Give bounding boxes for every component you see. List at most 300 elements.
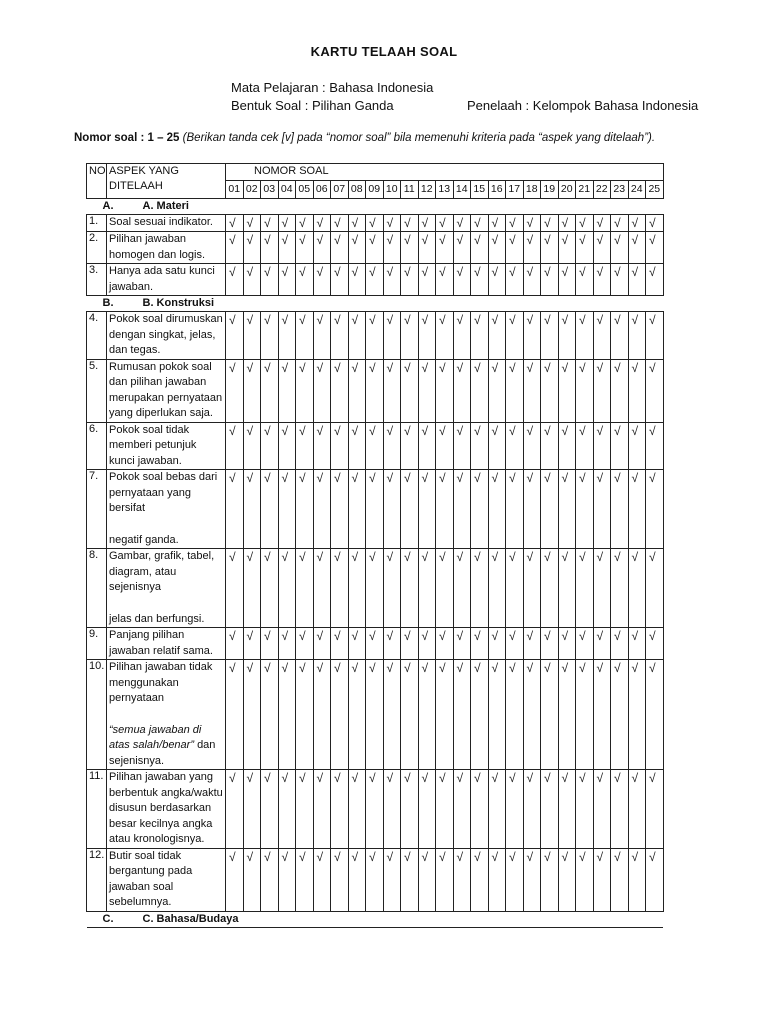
check-cell[interactable]: √ <box>576 215 594 232</box>
check-cell[interactable]: √ <box>418 359 436 422</box>
check-cell[interactable]: √ <box>471 215 489 232</box>
check-cell[interactable]: √ <box>471 422 489 470</box>
check-cell[interactable]: √ <box>628 264 646 296</box>
check-cell[interactable]: √ <box>471 848 489 911</box>
check-cell[interactable]: √ <box>401 770 419 849</box>
check-cell[interactable]: √ <box>541 215 559 232</box>
check-cell[interactable]: √ <box>471 359 489 422</box>
check-cell[interactable]: √ <box>576 628 594 660</box>
check-cell[interactable]: √ <box>366 312 384 360</box>
check-cell[interactable]: √ <box>523 628 541 660</box>
check-cell[interactable]: √ <box>436 232 454 264</box>
check-cell[interactable]: √ <box>296 470 314 549</box>
check-cell[interactable]: √ <box>628 215 646 232</box>
check-cell[interactable]: √ <box>261 470 279 549</box>
check-cell[interactable]: √ <box>296 770 314 849</box>
check-cell[interactable]: √ <box>383 628 401 660</box>
check-cell[interactable]: √ <box>261 770 279 849</box>
check-cell[interactable]: √ <box>558 770 576 849</box>
check-cell[interactable]: √ <box>331 232 349 264</box>
check-cell[interactable]: √ <box>541 359 559 422</box>
check-cell[interactable]: √ <box>278 628 296 660</box>
check-cell[interactable]: √ <box>436 215 454 232</box>
check-cell[interactable]: √ <box>296 549 314 628</box>
check-cell[interactable]: √ <box>401 312 419 360</box>
check-cell[interactable]: √ <box>331 770 349 849</box>
check-cell[interactable]: √ <box>611 215 629 232</box>
check-cell[interactable]: √ <box>366 848 384 911</box>
check-cell[interactable]: √ <box>278 215 296 232</box>
check-cell[interactable]: √ <box>348 312 366 360</box>
check-cell[interactable]: √ <box>541 770 559 849</box>
check-cell[interactable]: √ <box>331 848 349 911</box>
check-cell[interactable]: √ <box>506 312 524 360</box>
check-cell[interactable]: √ <box>226 549 244 628</box>
check-cell[interactable]: √ <box>488 770 506 849</box>
check-cell[interactable]: √ <box>523 312 541 360</box>
check-cell[interactable]: √ <box>401 264 419 296</box>
check-cell[interactable]: √ <box>401 628 419 660</box>
check-cell[interactable]: √ <box>331 422 349 470</box>
check-cell[interactable]: √ <box>506 264 524 296</box>
check-cell[interactable]: √ <box>523 848 541 911</box>
check-cell[interactable]: √ <box>418 628 436 660</box>
check-cell[interactable]: √ <box>243 215 261 232</box>
check-cell[interactable]: √ <box>558 312 576 360</box>
check-cell[interactable]: √ <box>226 264 244 296</box>
check-cell[interactable]: √ <box>593 770 611 849</box>
check-cell[interactable]: √ <box>383 422 401 470</box>
check-cell[interactable]: √ <box>506 359 524 422</box>
check-cell[interactable]: √ <box>296 232 314 264</box>
check-cell[interactable]: √ <box>611 660 629 770</box>
check-cell[interactable]: √ <box>366 422 384 470</box>
check-cell[interactable]: √ <box>646 264 664 296</box>
check-cell[interactable]: √ <box>453 770 471 849</box>
check-cell[interactable]: √ <box>261 215 279 232</box>
check-cell[interactable]: √ <box>366 470 384 549</box>
check-cell[interactable]: √ <box>453 232 471 264</box>
check-cell[interactable]: √ <box>576 264 594 296</box>
check-cell[interactable]: √ <box>576 232 594 264</box>
check-cell[interactable]: √ <box>226 770 244 849</box>
check-cell[interactable]: √ <box>506 770 524 849</box>
check-cell[interactable]: √ <box>418 232 436 264</box>
check-cell[interactable]: √ <box>348 660 366 770</box>
check-cell[interactable]: √ <box>628 628 646 660</box>
check-cell[interactable]: √ <box>366 549 384 628</box>
check-cell[interactable]: √ <box>611 628 629 660</box>
check-cell[interactable]: √ <box>243 232 261 264</box>
check-cell[interactable]: √ <box>453 660 471 770</box>
check-cell[interactable]: √ <box>488 359 506 422</box>
check-cell[interactable]: √ <box>226 848 244 911</box>
check-cell[interactable]: √ <box>226 628 244 660</box>
check-cell[interactable]: √ <box>628 359 646 422</box>
check-cell[interactable]: √ <box>243 660 261 770</box>
check-cell[interactable]: √ <box>226 422 244 470</box>
check-cell[interactable]: √ <box>471 770 489 849</box>
check-cell[interactable]: √ <box>313 359 331 422</box>
check-cell[interactable]: √ <box>313 660 331 770</box>
check-cell[interactable]: √ <box>558 359 576 422</box>
check-cell[interactable]: √ <box>611 549 629 628</box>
check-cell[interactable]: √ <box>278 470 296 549</box>
check-cell[interactable]: √ <box>628 549 646 628</box>
check-cell[interactable]: √ <box>348 422 366 470</box>
check-cell[interactable]: √ <box>541 660 559 770</box>
check-cell[interactable]: √ <box>628 422 646 470</box>
check-cell[interactable]: √ <box>261 422 279 470</box>
check-cell[interactable]: √ <box>523 359 541 422</box>
check-cell[interactable]: √ <box>453 312 471 360</box>
check-cell[interactable]: √ <box>488 628 506 660</box>
check-cell[interactable]: √ <box>331 549 349 628</box>
check-cell[interactable]: √ <box>628 470 646 549</box>
check-cell[interactable]: √ <box>418 770 436 849</box>
check-cell[interactable]: √ <box>646 470 664 549</box>
check-cell[interactable]: √ <box>436 660 454 770</box>
check-cell[interactable]: √ <box>453 359 471 422</box>
check-cell[interactable]: √ <box>576 660 594 770</box>
check-cell[interactable]: √ <box>331 359 349 422</box>
check-cell[interactable]: √ <box>628 848 646 911</box>
check-cell[interactable]: √ <box>436 549 454 628</box>
check-cell[interactable]: √ <box>331 660 349 770</box>
check-cell[interactable]: √ <box>471 312 489 360</box>
check-cell[interactable]: √ <box>313 549 331 628</box>
check-cell[interactable]: √ <box>506 848 524 911</box>
check-cell[interactable]: √ <box>471 628 489 660</box>
check-cell[interactable]: √ <box>576 422 594 470</box>
check-cell[interactable]: √ <box>243 312 261 360</box>
check-cell[interactable]: √ <box>611 470 629 549</box>
check-cell[interactable]: √ <box>558 215 576 232</box>
check-cell[interactable]: √ <box>576 770 594 849</box>
check-cell[interactable]: √ <box>558 848 576 911</box>
check-cell[interactable]: √ <box>278 422 296 470</box>
check-cell[interactable]: √ <box>261 848 279 911</box>
check-cell[interactable]: √ <box>296 660 314 770</box>
check-cell[interactable]: √ <box>418 549 436 628</box>
check-cell[interactable]: √ <box>383 215 401 232</box>
check-cell[interactable]: √ <box>313 264 331 296</box>
check-cell[interactable]: √ <box>611 232 629 264</box>
check-cell[interactable]: √ <box>558 660 576 770</box>
check-cell[interactable]: √ <box>558 232 576 264</box>
check-cell[interactable]: √ <box>401 359 419 422</box>
check-cell[interactable]: √ <box>558 264 576 296</box>
check-cell[interactable]: √ <box>541 549 559 628</box>
check-cell[interactable]: √ <box>576 470 594 549</box>
check-cell[interactable]: √ <box>593 628 611 660</box>
check-cell[interactable]: √ <box>541 470 559 549</box>
check-cell[interactable]: √ <box>453 264 471 296</box>
check-cell[interactable]: √ <box>611 848 629 911</box>
check-cell[interactable]: √ <box>383 549 401 628</box>
check-cell[interactable]: √ <box>401 422 419 470</box>
check-cell[interactable]: √ <box>646 215 664 232</box>
check-cell[interactable]: √ <box>348 264 366 296</box>
check-cell[interactable]: √ <box>593 549 611 628</box>
check-cell[interactable]: √ <box>243 628 261 660</box>
check-cell[interactable]: √ <box>436 264 454 296</box>
check-cell[interactable]: √ <box>313 628 331 660</box>
check-cell[interactable]: √ <box>453 422 471 470</box>
check-cell[interactable]: √ <box>383 264 401 296</box>
check-cell[interactable]: √ <box>296 359 314 422</box>
check-cell[interactable]: √ <box>646 359 664 422</box>
check-cell[interactable]: √ <box>243 549 261 628</box>
check-cell[interactable]: √ <box>278 359 296 422</box>
check-cell[interactable]: √ <box>261 359 279 422</box>
check-cell[interactable]: √ <box>506 660 524 770</box>
check-cell[interactable]: √ <box>296 215 314 232</box>
check-cell[interactable]: √ <box>348 359 366 422</box>
check-cell[interactable]: √ <box>523 470 541 549</box>
check-cell[interactable]: √ <box>243 470 261 549</box>
check-cell[interactable]: √ <box>488 660 506 770</box>
check-cell[interactable]: √ <box>383 848 401 911</box>
check-cell[interactable]: √ <box>401 470 419 549</box>
check-cell[interactable]: √ <box>243 264 261 296</box>
check-cell[interactable]: √ <box>278 770 296 849</box>
check-cell[interactable]: √ <box>453 848 471 911</box>
check-cell[interactable]: √ <box>611 264 629 296</box>
check-cell[interactable]: √ <box>558 549 576 628</box>
check-cell[interactable]: √ <box>488 312 506 360</box>
check-cell[interactable]: √ <box>646 312 664 360</box>
check-cell[interactable]: √ <box>401 549 419 628</box>
check-cell[interactable]: √ <box>348 470 366 549</box>
check-cell[interactable]: √ <box>436 422 454 470</box>
check-cell[interactable]: √ <box>541 312 559 360</box>
check-cell[interactable]: √ <box>226 215 244 232</box>
check-cell[interactable]: √ <box>296 264 314 296</box>
check-cell[interactable]: √ <box>226 312 244 360</box>
check-cell[interactable]: √ <box>383 359 401 422</box>
check-cell[interactable]: √ <box>593 660 611 770</box>
check-cell[interactable]: √ <box>401 848 419 911</box>
check-cell[interactable]: √ <box>436 470 454 549</box>
check-cell[interactable]: √ <box>278 549 296 628</box>
check-cell[interactable]: √ <box>611 770 629 849</box>
check-cell[interactable]: √ <box>628 660 646 770</box>
check-cell[interactable]: √ <box>331 215 349 232</box>
check-cell[interactable]: √ <box>436 628 454 660</box>
check-cell[interactable]: √ <box>541 264 559 296</box>
check-cell[interactable]: √ <box>646 660 664 770</box>
check-cell[interactable]: √ <box>558 422 576 470</box>
check-cell[interactable]: √ <box>593 264 611 296</box>
check-cell[interactable]: √ <box>488 215 506 232</box>
check-cell[interactable]: √ <box>471 660 489 770</box>
check-cell[interactable]: √ <box>418 470 436 549</box>
check-cell[interactable]: √ <box>453 470 471 549</box>
check-cell[interactable]: √ <box>576 848 594 911</box>
check-cell[interactable]: √ <box>418 312 436 360</box>
check-cell[interactable]: √ <box>523 549 541 628</box>
check-cell[interactable]: √ <box>646 848 664 911</box>
check-cell[interactable]: √ <box>243 848 261 911</box>
check-cell[interactable]: √ <box>366 628 384 660</box>
check-cell[interactable]: √ <box>348 232 366 264</box>
check-cell[interactable]: √ <box>261 232 279 264</box>
check-cell[interactable]: √ <box>296 848 314 911</box>
check-cell[interactable]: √ <box>313 215 331 232</box>
check-cell[interactable]: √ <box>278 848 296 911</box>
check-cell[interactable]: √ <box>436 848 454 911</box>
check-cell[interactable]: √ <box>243 422 261 470</box>
check-cell[interactable]: √ <box>331 628 349 660</box>
check-cell[interactable]: √ <box>506 232 524 264</box>
check-cell[interactable]: √ <box>366 264 384 296</box>
check-cell[interactable]: √ <box>366 770 384 849</box>
check-cell[interactable]: √ <box>506 628 524 660</box>
check-cell[interactable]: √ <box>436 359 454 422</box>
check-cell[interactable]: √ <box>383 470 401 549</box>
check-cell[interactable]: √ <box>628 232 646 264</box>
check-cell[interactable]: √ <box>278 264 296 296</box>
check-cell[interactable]: √ <box>418 848 436 911</box>
check-cell[interactable]: √ <box>611 359 629 422</box>
check-cell[interactable]: √ <box>366 232 384 264</box>
check-cell[interactable]: √ <box>506 215 524 232</box>
check-cell[interactable]: √ <box>366 215 384 232</box>
check-cell[interactable]: √ <box>296 628 314 660</box>
check-cell[interactable]: √ <box>611 312 629 360</box>
check-cell[interactable]: √ <box>401 232 419 264</box>
check-cell[interactable]: √ <box>313 422 331 470</box>
check-cell[interactable]: √ <box>226 232 244 264</box>
check-cell[interactable]: √ <box>278 232 296 264</box>
check-cell[interactable]: √ <box>523 422 541 470</box>
check-cell[interactable]: √ <box>628 312 646 360</box>
check-cell[interactable]: √ <box>471 549 489 628</box>
check-cell[interactable]: √ <box>348 628 366 660</box>
check-cell[interactable]: √ <box>296 422 314 470</box>
check-cell[interactable]: √ <box>541 232 559 264</box>
check-cell[interactable]: √ <box>593 422 611 470</box>
check-cell[interactable]: √ <box>383 232 401 264</box>
check-cell[interactable]: √ <box>506 470 524 549</box>
check-cell[interactable]: √ <box>646 422 664 470</box>
check-cell[interactable]: √ <box>506 549 524 628</box>
check-cell[interactable]: √ <box>418 264 436 296</box>
check-cell[interactable]: √ <box>278 660 296 770</box>
check-cell[interactable]: √ <box>488 848 506 911</box>
check-cell[interactable]: √ <box>523 660 541 770</box>
check-cell[interactable]: √ <box>453 549 471 628</box>
check-cell[interactable]: √ <box>226 359 244 422</box>
check-cell[interactable]: √ <box>488 549 506 628</box>
check-cell[interactable]: √ <box>243 359 261 422</box>
check-cell[interactable]: √ <box>226 470 244 549</box>
check-cell[interactable]: √ <box>488 264 506 296</box>
check-cell[interactable]: √ <box>523 770 541 849</box>
check-cell[interactable]: √ <box>261 549 279 628</box>
check-cell[interactable]: √ <box>488 470 506 549</box>
check-cell[interactable]: √ <box>558 628 576 660</box>
check-cell[interactable]: √ <box>261 628 279 660</box>
check-cell[interactable]: √ <box>646 770 664 849</box>
check-cell[interactable]: √ <box>523 215 541 232</box>
check-cell[interactable]: √ <box>541 628 559 660</box>
check-cell[interactable]: √ <box>646 232 664 264</box>
check-cell[interactable]: √ <box>348 848 366 911</box>
check-cell[interactable]: √ <box>646 628 664 660</box>
check-cell[interactable]: √ <box>366 660 384 770</box>
check-cell[interactable]: √ <box>313 312 331 360</box>
check-cell[interactable]: √ <box>348 770 366 849</box>
check-cell[interactable]: √ <box>506 422 524 470</box>
check-cell[interactable]: √ <box>593 848 611 911</box>
check-cell[interactable]: √ <box>593 470 611 549</box>
check-cell[interactable]: √ <box>278 312 296 360</box>
check-cell[interactable]: √ <box>593 232 611 264</box>
check-cell[interactable]: √ <box>418 660 436 770</box>
check-cell[interactable]: √ <box>593 359 611 422</box>
check-cell[interactable]: √ <box>593 312 611 360</box>
check-cell[interactable]: √ <box>523 232 541 264</box>
check-cell[interactable]: √ <box>646 549 664 628</box>
check-cell[interactable]: √ <box>331 264 349 296</box>
check-cell[interactable]: √ <box>226 660 244 770</box>
check-cell[interactable]: √ <box>576 549 594 628</box>
check-cell[interactable]: √ <box>401 660 419 770</box>
check-cell[interactable]: √ <box>488 422 506 470</box>
check-cell[interactable]: √ <box>261 660 279 770</box>
check-cell[interactable]: √ <box>261 264 279 296</box>
check-cell[interactable]: √ <box>593 215 611 232</box>
check-cell[interactable]: √ <box>243 770 261 849</box>
check-cell[interactable]: √ <box>471 470 489 549</box>
check-cell[interactable]: √ <box>523 264 541 296</box>
check-cell[interactable]: √ <box>313 470 331 549</box>
check-cell[interactable]: √ <box>471 232 489 264</box>
check-cell[interactable]: √ <box>348 549 366 628</box>
check-cell[interactable]: √ <box>313 848 331 911</box>
check-cell[interactable]: √ <box>488 232 506 264</box>
check-cell[interactable]: √ <box>296 312 314 360</box>
check-cell[interactable]: √ <box>453 215 471 232</box>
check-cell[interactable]: √ <box>576 359 594 422</box>
check-cell[interactable]: √ <box>366 359 384 422</box>
check-cell[interactable]: √ <box>383 312 401 360</box>
check-cell[interactable]: √ <box>261 312 279 360</box>
check-cell[interactable]: √ <box>576 312 594 360</box>
check-cell[interactable]: √ <box>383 660 401 770</box>
check-cell[interactable]: √ <box>611 422 629 470</box>
check-cell[interactable]: √ <box>383 770 401 849</box>
check-cell[interactable]: √ <box>541 848 559 911</box>
check-cell[interactable]: √ <box>436 312 454 360</box>
check-cell[interactable]: √ <box>436 770 454 849</box>
check-cell[interactable]: √ <box>313 770 331 849</box>
check-cell[interactable]: √ <box>453 628 471 660</box>
check-cell[interactable]: √ <box>471 264 489 296</box>
check-cell[interactable]: √ <box>313 232 331 264</box>
check-cell[interactable]: √ <box>418 215 436 232</box>
check-cell[interactable]: √ <box>401 215 419 232</box>
check-cell[interactable]: √ <box>331 470 349 549</box>
check-cell[interactable]: √ <box>558 470 576 549</box>
check-cell[interactable]: √ <box>628 770 646 849</box>
check-cell[interactable]: √ <box>541 422 559 470</box>
check-cell[interactable]: √ <box>348 215 366 232</box>
check-cell[interactable]: √ <box>418 422 436 470</box>
check-cell[interactable]: √ <box>331 312 349 360</box>
